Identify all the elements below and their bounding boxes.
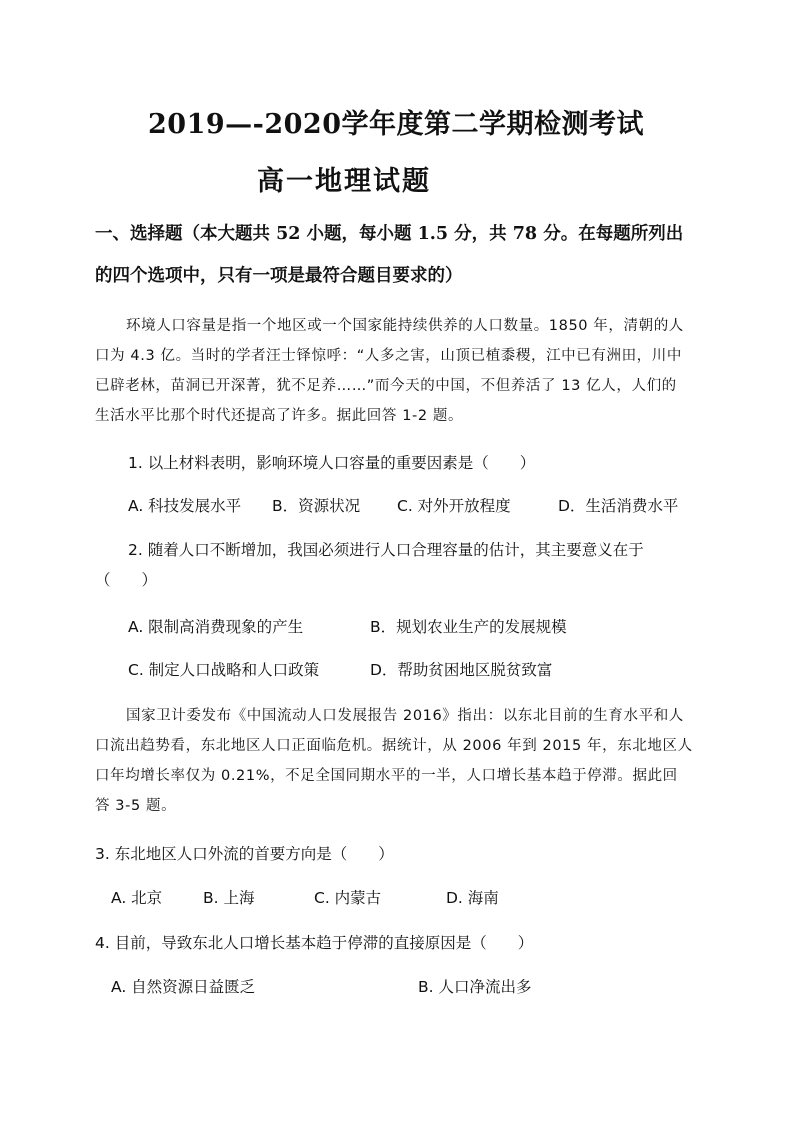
material2-line: 口年均增长率仅为 0.21%，不足全国同期水平的一半，人口增长基本趋于停滞。据此回 [95, 768, 678, 784]
q3-option-b: B. 上海 [203, 889, 255, 907]
exam-title: 2019—-2020学年度第二学期检测考试 [148, 109, 644, 140]
material2-line: 国家卫计委发布《中国流动人口发展报告 2016》指出：以东北目前的生育水平和人 [126, 708, 684, 724]
q2-option-d: D．帮助贫困地区脱贫致富 [370, 661, 553, 679]
material1-line: 口为 4.3 亿。当时的学者汪士铎惊呼：“人多之害，山顶已植黍稷，江中已有洲田，川中 [95, 348, 682, 364]
q2-option-a: A. 限制高消费现象的产生 [128, 618, 304, 636]
exam-subtitle: 高一地理试题 [257, 166, 431, 197]
q1-option-b: B．资源状况 [272, 497, 361, 515]
q3-option-a: A. 北京 [111, 889, 163, 907]
material2-line: 答 3-5 题。 [95, 798, 177, 814]
question-1-stem: 1. 以上材料表明，影响环境人口容量的重要因素是（ ） [128, 454, 536, 472]
question-2-stem-cont: （ ） [95, 571, 158, 589]
q2-option-c: C. 制定人口战略和人口政策 [128, 661, 320, 679]
material1-line: 生活水平比那个时代还提高了许多。据此回答 1-2 题。 [95, 408, 464, 424]
q1-option-a: A. 科技发展水平 [128, 497, 242, 515]
q1-option-c: C. 对外开放程度 [397, 497, 511, 515]
q3-option-d: D. 海南 [446, 889, 499, 907]
section-heading-line-1: 一、选择题（本大题共 52 小题，每小题 1.5 分，共 78 分。在每题所列出 [95, 224, 684, 244]
q3-option-c: C. 内蒙古 [314, 889, 382, 907]
q1-option-d: D．生活消费水平 [558, 497, 679, 515]
question-4-stem: 4. 目前，导致东北人口增长基本趋于停滞的直接原因是（ ） [95, 934, 534, 952]
q4-option-b: B. 人口净流出多 [418, 978, 532, 996]
material1-line: 已辟老林，苗洞已开深菁，犹不足养……”而今天的中国，不但养活了 13 亿人，人们的 [95, 378, 677, 394]
material1-line: 环境人口容量是指一个地区或一个国家能持续供养的人口数量。1850 年，清朝的人 [126, 318, 684, 334]
question-3-stem: 3. 东北地区人口外流的首要方向是（ ） [95, 845, 394, 863]
material2-line: 口流出趋势看，东北地区人口正面临危机。据统计，从 2006 年到 2015 年，东北地区人 [95, 738, 693, 754]
q4-option-a: A. 自然资源日益匮乏 [111, 978, 256, 996]
section-heading-line-2: 的四个选项中，只有一项是最符合题目要求的） [95, 266, 463, 286]
question-2-stem: 2. 随着人口不断增加，我国必须进行人口合理容量的估计，其主要意义在于 [128, 541, 644, 559]
q2-option-b: B．规划农业生产的发展规模 [370, 618, 567, 636]
